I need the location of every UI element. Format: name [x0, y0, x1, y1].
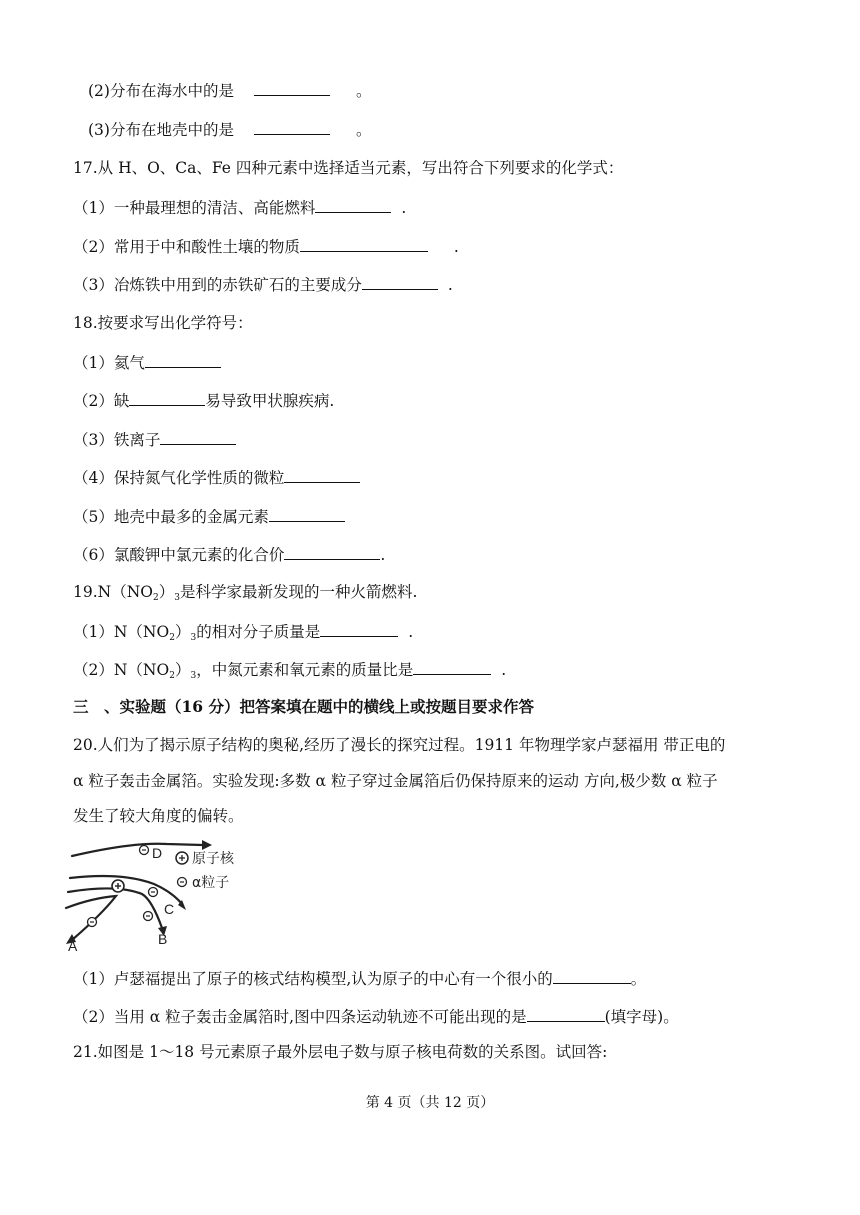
q19-1: $(1)N(NO_2)_3$的相对分子质量是 . [73, 619, 413, 643]
q18-2: （2）缺 易导致甲状腺疾病. [73, 388, 334, 412]
q17-stem: 17.从 H、O、Ca、Fe 四种元素中选择适当元素，写出符合下列要求的化学式： [73, 159, 624, 177]
answer-blank[interactable] [413, 657, 491, 675]
q21-stem: 21.如图是 1～18 号元素原子最外层电子数与原子核电荷数的关系图。试回答: [73, 1043, 608, 1061]
label-a: A [68, 938, 78, 952]
q20-2: （2）当用 α 粒子轰击金属箔时,图中四条运动轨迹不可能出现的是 (填字母)。 [73, 1004, 679, 1028]
legend-nucleus [176, 850, 235, 867]
q17-3: （3）冶炼铁中用到的赤铁矿石的主要成分 . [73, 272, 453, 296]
nucleus-icon [112, 880, 124, 892]
label-d: D [152, 845, 163, 861]
q16-3: (3)分布在地壳中的是 。 [88, 117, 371, 141]
svg-text:α粒子: α粒子 [192, 875, 230, 891]
q20-stem-line-3: 发生了较大角度的偏转。 [73, 807, 244, 825]
answer-blank[interactable] [284, 542, 380, 560]
svg-text:原子核: 原子核 [192, 851, 234, 867]
answer-blank[interactable] [254, 78, 330, 96]
rutherford-scattering-figure [62, 832, 302, 952]
q20-1: （1）卢瑟福提出了原子的核式结构模型,认为原子的中心有一个很小的 。 [73, 966, 646, 990]
q18-6: （6）氯酸钾中氯元素的化合价 . [73, 542, 385, 566]
answer-blank[interactable] [315, 195, 391, 213]
section-3-heading: 三 、实验题（16 分）把答案填在题中的横线上或按题目要求作答 [73, 697, 534, 716]
answer-blank[interactable] [160, 427, 236, 445]
q20-stem-line-1: 20.人们为了揭示原子结构的奥秘,经历了漫长的探究过程。1911 年物理学家卢瑟福用 带正电的 [73, 736, 726, 754]
q17-2: （2）常用于中和酸性土壤的物质 . [73, 234, 459, 258]
answer-blank[interactable] [362, 272, 438, 290]
legend-alpha [178, 874, 230, 891]
q20-stem-line-2: α 粒子轰击金属箔。实验发现:多数 α 粒子穿过金属箔后仍保持原来的运动 方向,极少数 α 粒子 [73, 772, 718, 790]
answer-blank[interactable] [129, 388, 205, 406]
answer-blank[interactable] [269, 504, 345, 522]
q18-stem: 18.按要求写出化学符号： [73, 314, 253, 332]
q18-4: （4）保持氮气化学性质的微粒 [73, 465, 360, 489]
q18-5: （5）地壳中最多的金属元素 [73, 504, 345, 528]
answer-blank[interactable] [527, 1004, 605, 1022]
q19-2: $(2)N(NO_2)_3$，中氮元素和氧元素的质量比是 . [73, 657, 506, 681]
label-b: B [158, 931, 168, 947]
label-c: C [164, 901, 175, 917]
trajectory-b [68, 888, 162, 928]
answer-blank[interactable] [300, 234, 428, 252]
q18-3: （3）铁离子 [73, 427, 236, 451]
q17-1: （1）一种最理想的清洁、高能燃料 . [73, 195, 406, 219]
answer-blank[interactable] [145, 350, 221, 368]
answer-blank[interactable] [284, 465, 360, 483]
q19-stem: $19.N(NO_2)_3$是科学家最新发现的一种火箭燃料. [73, 583, 418, 603]
q18-1: （1）氦气 [73, 350, 221, 374]
page-footer: 第 4 页（共 12 页） [365, 1095, 495, 1111]
answer-blank[interactable] [254, 117, 330, 135]
answer-blank[interactable] [320, 619, 398, 637]
q16-2: (2)分布在海水中的是 。 [88, 78, 371, 102]
answer-blank[interactable] [553, 966, 631, 984]
